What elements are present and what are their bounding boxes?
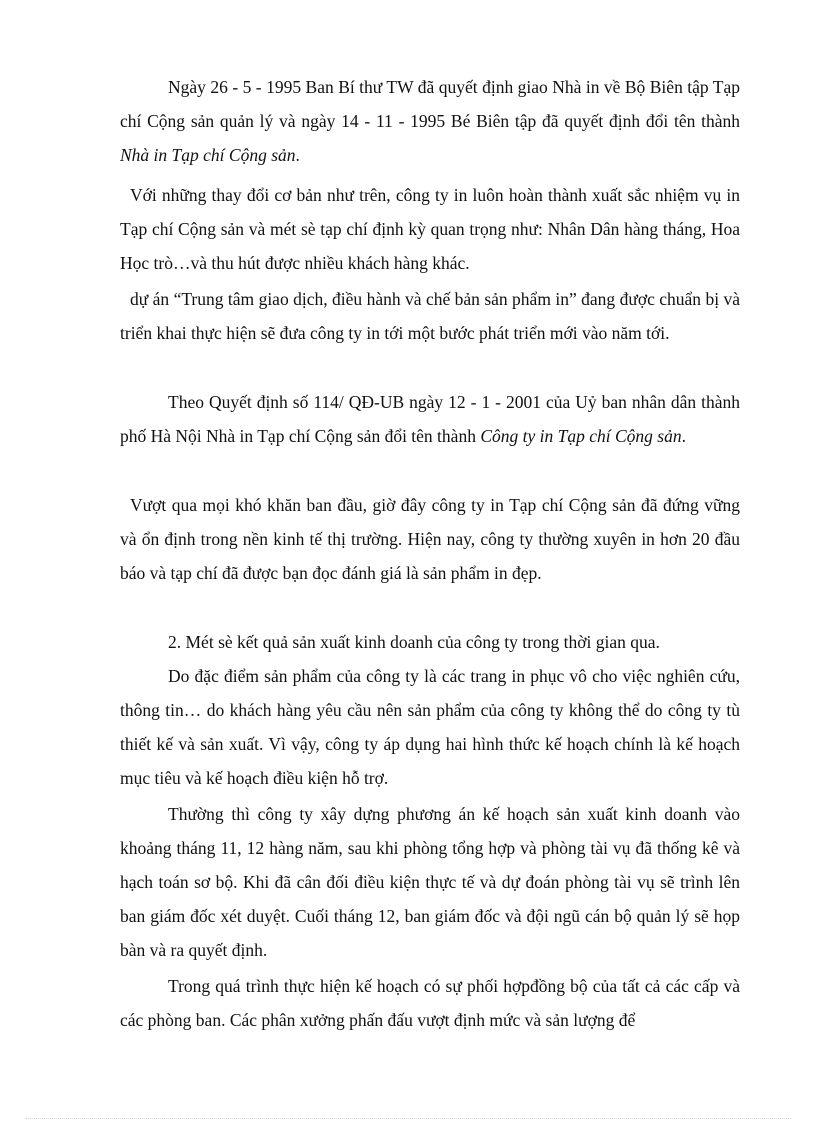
paragraph-8-text: Trong quá trình thực hiện kế hoạch có sự phối hợpđồng bộ của tất cả các cấp và các phòng ban. Các phân xưởng phấn đấu vượt định mức và sản lượng để bbox=[120, 976, 740, 1030]
section-heading bbox=[120, 625, 740, 659]
paragraph-5 bbox=[120, 488, 740, 590]
paragraph-7-text: Thường thì công ty xây dựng phương án kế hoạch sản xuất kinh doanh vào khoảng tháng 11, 12 hàng năm, sau khi phòng tổng hợp và phòng tài vụ đã thống kê và hạch toán sơ bộ. Khi đã cân đối điều kiện thực tế và dự đoán phòng tài vụ sẽ trình lên ban giám đốc xét duyệt. Cuối tháng 12, ban giám đốc và đội ngũ cán bộ quản lý sẽ họp bàn và ra quyết định. bbox=[120, 804, 740, 960]
paragraph-6 bbox=[120, 659, 740, 795]
paragraph-6-text: Do đặc điểm sản phẩm của công ty là các trang in phục vô cho việc nghiên cứu, thông tin… do khách hàng yêu cầu nên sản phẩm của công ty không thể do công ty tù thiết kế và sản xuất. Vì vậy, công ty áp dụng hai hình thức kế hoạch chính là kế hoạch mục tiêu và kế hoạch điều kiện hỗ trợ. bbox=[120, 666, 740, 788]
paragraph-1 bbox=[120, 70, 740, 172]
paragraph-4-italic: Công ty in Tạp chí Cộng sản bbox=[480, 426, 682, 446]
paragraph-4-tail: . bbox=[681, 426, 686, 446]
section-heading-text: 2. Mét sè kết quả sản xuất kinh doanh của công ty trong thời gian qua. bbox=[168, 632, 660, 652]
paragraph-3 bbox=[120, 282, 740, 350]
paragraph-1-tail: . bbox=[295, 145, 300, 165]
paragraph-4 bbox=[120, 385, 740, 453]
paragraph-2 bbox=[120, 178, 740, 280]
paragraph-2-text: Với những thay đổi cơ bản như trên, công ty in luôn hoàn thành xuất sắc nhiệm vụ in Tạp chí Cộng sản và mét sè tạp chí định kỳ quan trọng như: Nhân Dân hàng tháng, Hoa Học trò…và thu hút được nhiều khách hàng khác. bbox=[120, 185, 740, 273]
paragraph-8 bbox=[120, 969, 740, 1037]
page-bottom-divider bbox=[25, 1118, 791, 1119]
paragraph-1-text: Ngày 26 - 5 - 1995 Ban Bí thư TW đã quyết định giao Nhà in về Bộ Biên tập Tạp chí Cộng sản quản lý và ngày 14 - 11 - 1995 Bé Biên tập đã quyết định đổi tên thành bbox=[120, 77, 740, 131]
paragraph-4-text: Theo Quyết định số 114/ QĐ-UB ngày 12 - 1 - 2001 của Uỷ ban nhân dân thành phố Hà Nội Nhà in Tạp chí Cộng sản đổi tên thành bbox=[120, 392, 740, 446]
paragraph-1-italic: Nhà in Tạp chí Cộng sản bbox=[120, 145, 296, 165]
paragraph-5-text: Vượt qua mọi khó khăn ban đầu, giờ đây công ty in Tạp chí Cộng sản đã đứng vững và ổn định trong nền kinh tế thị trường. Hiện nay, công ty thường xuyên in hơn 20 đầu báo và tạp chí đã được bạn đọc đánh giá là sản phẩm in đẹp. bbox=[120, 495, 740, 583]
paragraph-7 bbox=[120, 797, 740, 967]
paragraph-3-text: dự án “Trung tâm giao dịch, điều hành và chế bản sản phẩm in” đang được chuẩn bị và triển khai thực hiện sẽ đưa công ty in tới một bước phát triển mới vào năm tới. bbox=[120, 289, 740, 343]
